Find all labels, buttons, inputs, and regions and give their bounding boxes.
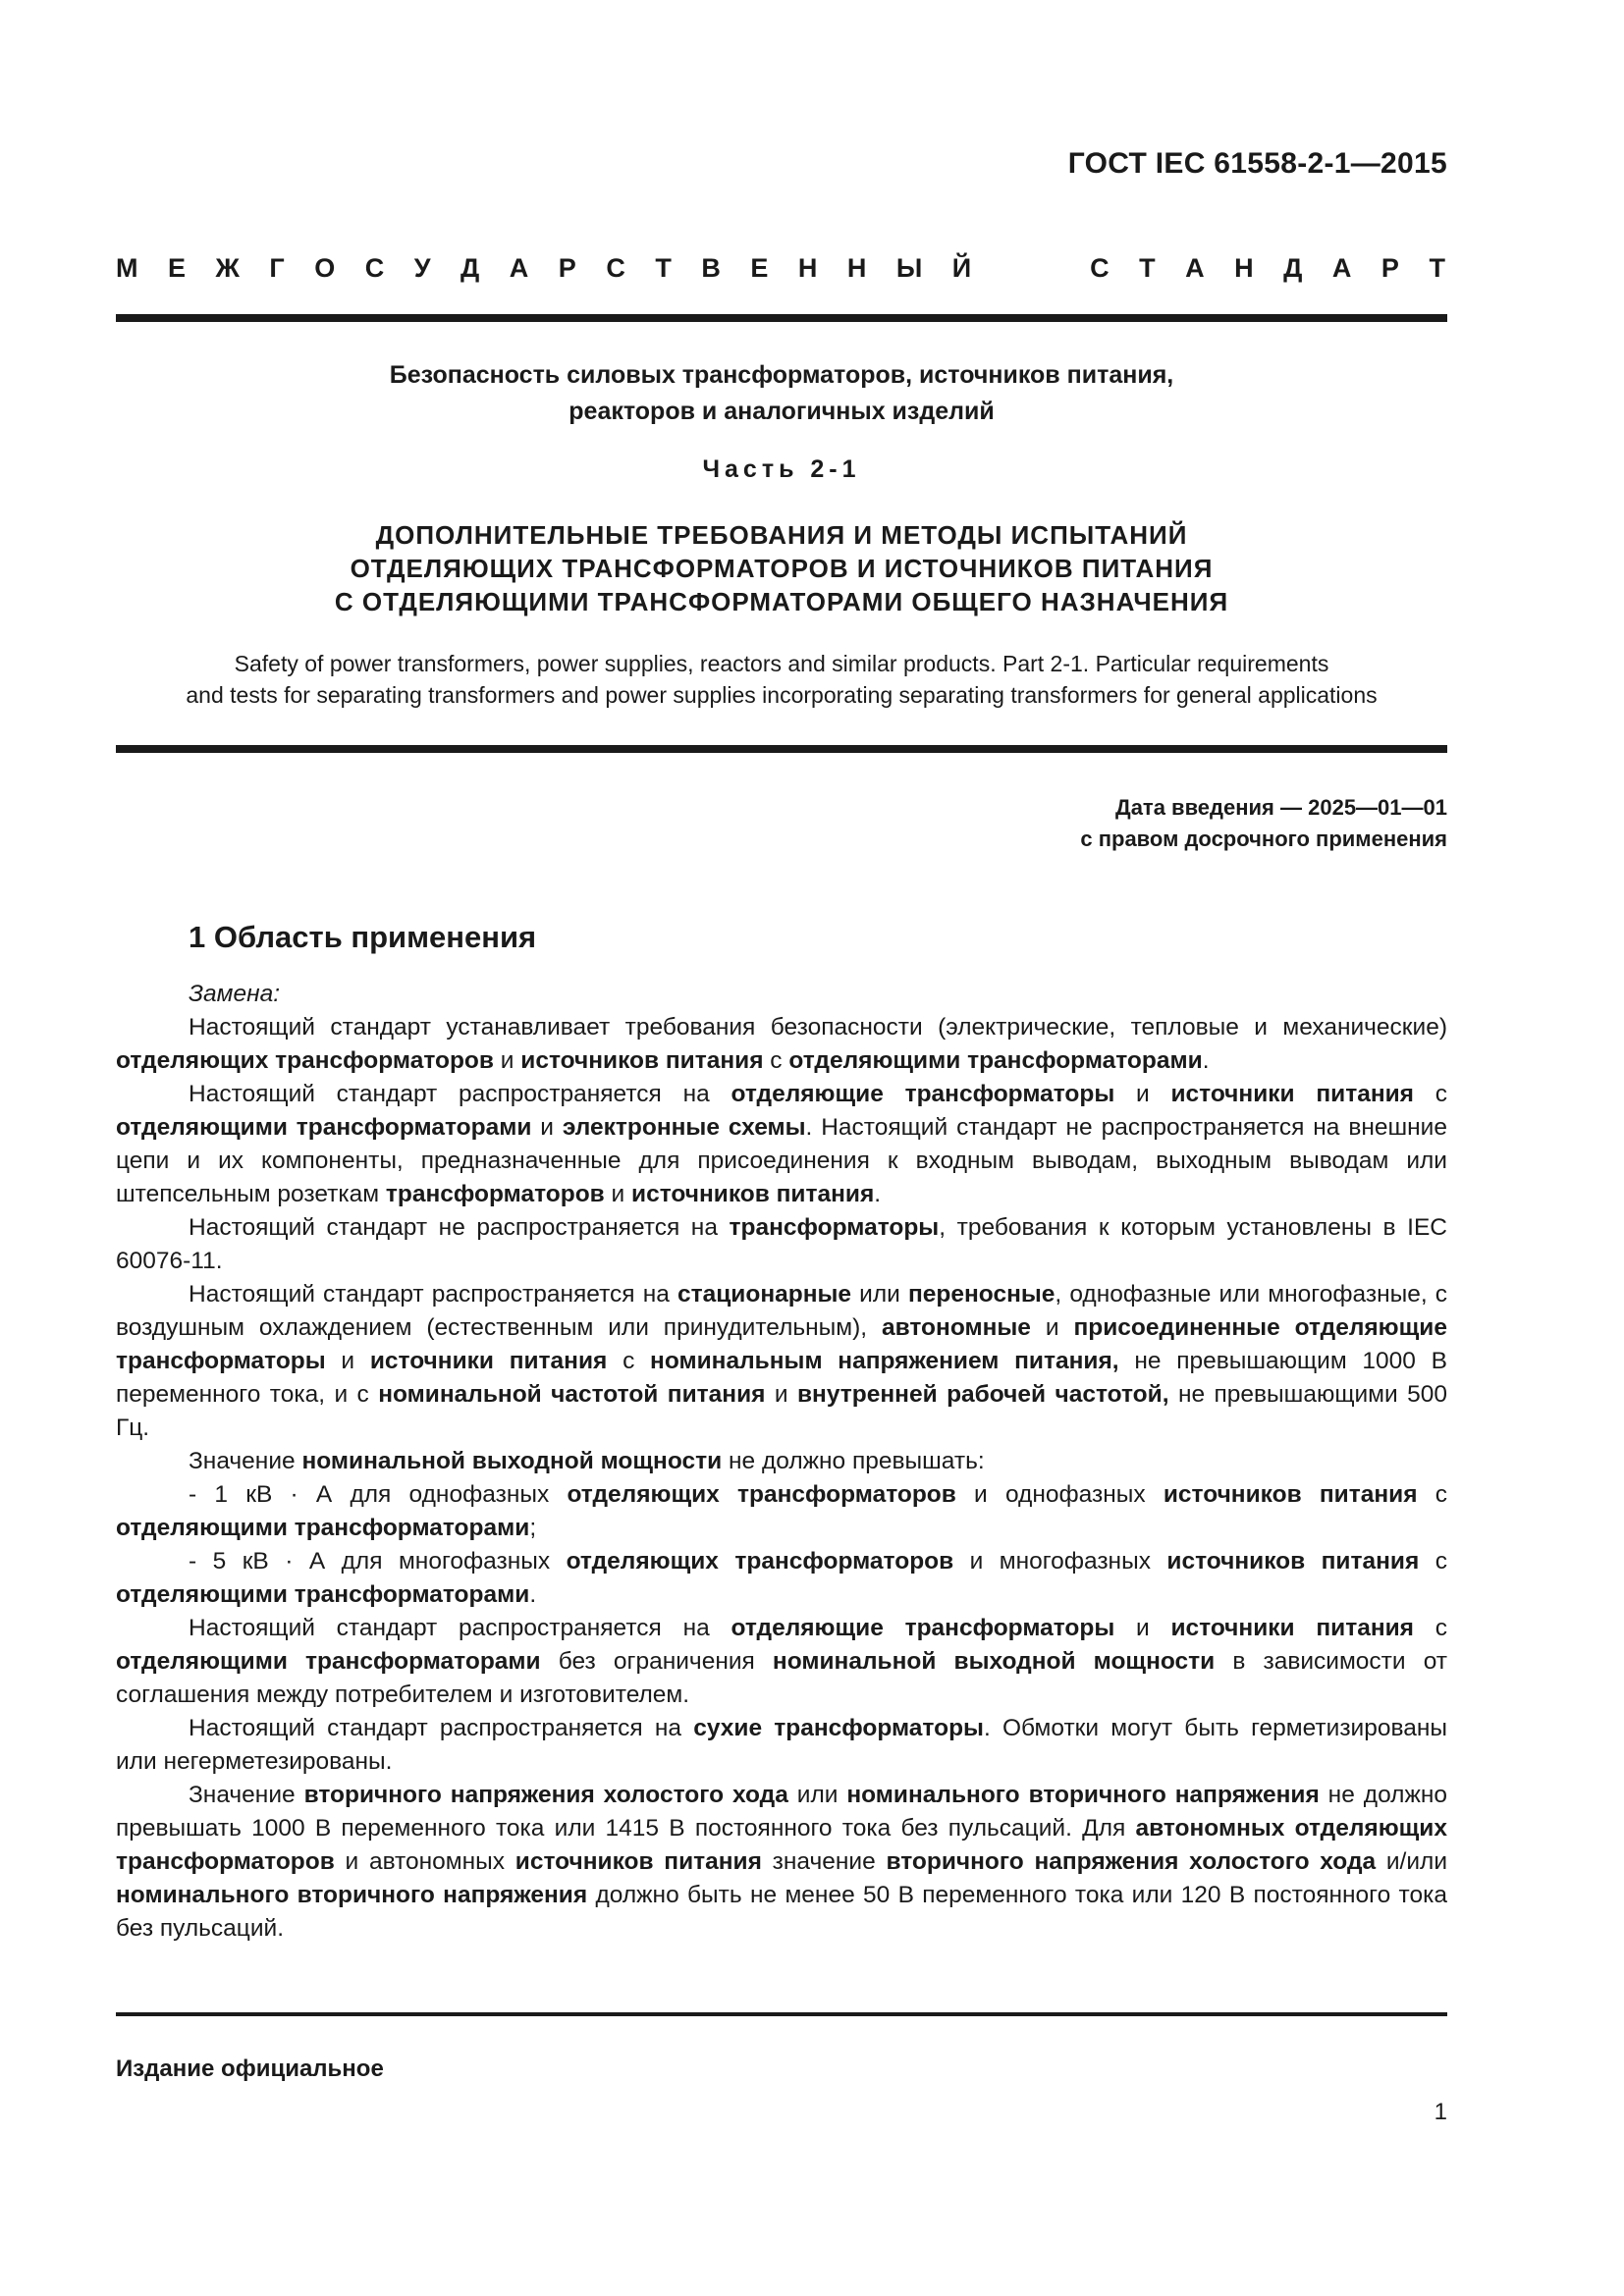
text-run: и: [1114, 1081, 1171, 1107]
title-english-line-2: and tests for separating transformers and power supplies incorporating separating transformers for general applications: [186, 682, 1378, 708]
defined-term: отделяющими трансформаторами: [788, 1047, 1203, 1074]
heading-letter: О: [314, 253, 336, 283]
section-heading: 1 Область применения: [189, 920, 537, 954]
subtitle-line-3: С ОТДЕЛЯЮЩИМИ ТРАНСФОРМАТОРАМИ ОБЩЕГО НАЗНАЧЕНИЯ: [334, 587, 1229, 616]
text-run: с: [607, 1348, 651, 1374]
heading-letter: Ы: [895, 253, 923, 283]
defined-term: переносные: [907, 1281, 1056, 1308]
text-run: с: [1413, 1081, 1447, 1107]
defined-term: отделяющие трансформаторы: [731, 1081, 1115, 1107]
heading-letter: У: [413, 253, 431, 283]
defined-term: автономных отделяющих трансформаторов: [116, 1815, 1447, 1875]
heading-letter: Д: [460, 253, 480, 283]
heading-letter: Н: [846, 253, 867, 283]
introduction-date-block: [1080, 792, 1447, 855]
header-divider: [116, 314, 1447, 322]
text-run: Замена:: [189, 981, 280, 1007]
text-run: и автономных: [334, 1848, 515, 1875]
text-run: Значение: [189, 1448, 302, 1474]
defined-term: отделяющих трансформаторов: [567, 1481, 956, 1508]
defined-term: трансформаторы: [729, 1214, 940, 1241]
text-run: и: [325, 1348, 370, 1374]
heading-letter: Т: [655, 253, 672, 283]
text-run: с: [1413, 1615, 1447, 1641]
standard-type-heading: [116, 253, 1445, 284]
text-run: без ограничения: [540, 1648, 773, 1675]
heading-letter: Р: [558, 253, 576, 283]
title-line-2: реакторов и аналогичных изделий: [568, 398, 995, 425]
heading-letter: А: [1185, 253, 1205, 283]
defined-term: источников питания: [1166, 1548, 1420, 1575]
text-run: - 1 кВ · А для однофазных: [189, 1481, 568, 1508]
text-run: и: [1114, 1615, 1171, 1641]
defined-term: автономные: [882, 1314, 1031, 1341]
heading-letter: С: [364, 253, 385, 283]
heading-letter: Й: [951, 253, 972, 283]
defined-term: номинального вторичного напряжения: [846, 1782, 1320, 1808]
body-paragraph: [116, 1779, 1447, 1946]
text-run: .: [529, 1581, 537, 1608]
text-run: , однофазные или многофазные, с воздушным охлаждением (естественным или принудительным),: [116, 1281, 1448, 1341]
defined-term: отделяющими трансформаторами: [116, 1515, 530, 1541]
body-paragraph: [116, 978, 1447, 1011]
text-run: с: [1419, 1548, 1447, 1575]
heading-letter: А: [1331, 253, 1352, 283]
defined-term: источников питания: [514, 1848, 762, 1875]
heading-letter: С: [606, 253, 625, 283]
title-line-1: Безопасность силовых трансформаторов, источников питания,: [389, 361, 1174, 389]
text-run: . Обмотки могут быть герметизированы или негерметезированы.: [116, 1715, 1447, 1775]
title-divider: [116, 745, 1447, 753]
text-run: и: [1030, 1314, 1074, 1341]
heading-letter: М: [116, 253, 138, 283]
defined-term: источники питания: [369, 1348, 608, 1374]
heading-letter: Р: [1380, 253, 1399, 283]
body-paragraph: [116, 1445, 1447, 1478]
text-run: или: [787, 1782, 847, 1808]
footer-divider: [116, 2012, 1447, 2016]
body-paragraph: [116, 1211, 1447, 1278]
text-run: не превышающим 1000 В переменного тока, и с: [116, 1348, 1447, 1408]
text-run: , требования к которым установлены в IEC 60076-11.: [116, 1214, 1447, 1274]
defined-term: номинального вторичного напряжения: [116, 1882, 588, 1908]
text-run: и однофазных: [955, 1481, 1164, 1508]
text-run: и: [531, 1114, 563, 1141]
heading-gap: [1001, 253, 1060, 284]
defined-term: источников питания: [520, 1047, 764, 1074]
defined-term: отделяющих трансформаторов: [566, 1548, 954, 1575]
title-english: [116, 648, 1447, 711]
text-run: и: [493, 1047, 521, 1074]
text-run: .: [1202, 1047, 1210, 1074]
body-paragraph: [116, 1612, 1447, 1712]
defined-term: вторичного напряжения холостого хода: [303, 1782, 788, 1808]
title-russian: [116, 357, 1447, 430]
defined-term: номинальным напряжением питания,: [650, 1348, 1119, 1374]
text-run: не должно превышать:: [722, 1448, 985, 1474]
body-paragraph: [116, 1545, 1447, 1612]
body-paragraph: [116, 1712, 1447, 1779]
heading-letter: Н: [1234, 253, 1254, 283]
defined-term: номинальной выходной мощности: [301, 1448, 723, 1474]
text-run: Настоящий стандарт распространяется на: [189, 1615, 731, 1641]
text-run: с: [1417, 1481, 1447, 1508]
text-run: в зависимости от соглашения между потребителем и изготовителем.: [116, 1648, 1448, 1708]
text-run: Настоящий стандарт распространяется на: [189, 1281, 677, 1308]
heading-letter: Е: [750, 253, 769, 283]
defined-term: номинальной частотой питания: [378, 1381, 766, 1408]
defined-term: внутренней рабочей частотой,: [796, 1381, 1169, 1408]
defined-term: трансформаторов: [385, 1181, 605, 1207]
body-paragraph: [116, 1078, 1447, 1211]
defined-term: стационарные: [677, 1281, 852, 1308]
defined-term: вторичного напряжения холостого хода: [886, 1848, 1377, 1875]
defined-term: отделяющие трансформаторы: [731, 1615, 1115, 1641]
subtitle-line-2: ОТДЕЛЯЮЩИХ ТРАНСФОРМАТОРОВ И ИСТОЧНИКОВ ПИТАНИЯ: [350, 554, 1214, 583]
early-application-note: с правом досрочного применения: [1080, 827, 1447, 851]
text-run: и: [765, 1381, 797, 1408]
heading-letter: В: [701, 253, 721, 283]
text-run: Настоящий стандарт не распространяется на: [189, 1214, 730, 1241]
heading-letter: Д: [1283, 253, 1303, 283]
body-paragraph: [116, 1478, 1447, 1545]
introduction-date: Дата введения — 2025—01—01: [1115, 795, 1447, 820]
heading-letter: Г: [269, 253, 285, 283]
text-run: Значение: [189, 1782, 304, 1808]
page-number: 1: [1434, 2099, 1447, 2125]
defined-term: отделяющими трансформаторами: [116, 1114, 532, 1141]
heading-letter: Ж: [215, 253, 240, 283]
heading-letter: Н: [797, 253, 818, 283]
text-run: Настоящий стандарт устанавливает требования безопасности (электрические, тепловые и механические): [189, 1014, 1447, 1041]
heading-letter: Е: [168, 253, 187, 283]
subtitle-russian: [116, 518, 1447, 618]
heading-letter: Т: [1429, 253, 1445, 283]
text-run: значение: [761, 1848, 887, 1875]
text-run: не превышающими 500 Гц.: [116, 1381, 1448, 1441]
text-run: - 5 кВ · А для многофазных: [189, 1548, 567, 1575]
subtitle-line-1: ДОПОЛНИТЕЛЬНЫЕ ТРЕБОВАНИЯ И МЕТОДЫ ИСПЫТАНИЙ: [375, 520, 1188, 550]
title-english-line-1: Safety of power transformers, power supplies, reactors and similar products. Part 2-1. Particular requirements: [234, 651, 1329, 676]
text-run: и многофазных: [953, 1548, 1167, 1575]
body-paragraph: [116, 1011, 1447, 1078]
defined-term: электронные схемы: [562, 1114, 806, 1141]
text-run: и: [604, 1181, 632, 1207]
text-run: с: [763, 1047, 789, 1074]
defined-term: отделяющих трансформаторов: [116, 1047, 494, 1074]
text-run: Настоящий стандарт распространяется на: [189, 1715, 694, 1741]
document-designation: ГОСТ IEC 61558-2-1—2015: [1067, 147, 1447, 180]
heading-letter: С: [1090, 253, 1110, 283]
text-run: или: [851, 1281, 908, 1308]
part-label: Часть 2-1: [702, 455, 861, 483]
section-body: [116, 978, 1447, 1946]
defined-term: источники питания: [1170, 1081, 1414, 1107]
text-run: ;: [529, 1515, 537, 1541]
text-run: и/или: [1376, 1848, 1448, 1875]
text-run: .: [874, 1181, 882, 1207]
defined-term: источников питания: [1163, 1481, 1418, 1508]
defined-term: сухие трансформаторы: [693, 1715, 984, 1741]
text-run: Настоящий стандарт распространяется на: [189, 1081, 731, 1107]
defined-term: присоединенные отделяющие трансформаторы: [116, 1314, 1447, 1374]
heading-letter: А: [509, 253, 529, 283]
body-paragraph: [116, 1278, 1447, 1445]
official-edition-label: Издание официальное: [116, 2056, 384, 2082]
text-run: . Настоящий стандарт не распространяется на внешние цепи и их компоненты, предназначенные для присоединения к входным выводам, выходным выводам или штепсельным розеткам: [116, 1114, 1447, 1207]
text-run: должно быть не менее 50 В переменного тока или 120 В постоянного тока без пульсаций.: [116, 1882, 1447, 1942]
defined-term: номинальной выходной мощности: [772, 1648, 1216, 1675]
defined-term: источников питания: [631, 1181, 875, 1207]
defined-term: источники питания: [1170, 1615, 1414, 1641]
defined-term: отделяющими трансформаторами: [116, 1648, 541, 1675]
text-run: не должно превышать 1000 В переменного тока или 1415 В постоянного тока без пульсаций. Для: [116, 1782, 1447, 1842]
defined-term: отделяющими трансформаторами: [116, 1581, 530, 1608]
heading-letter: Т: [1139, 253, 1156, 283]
